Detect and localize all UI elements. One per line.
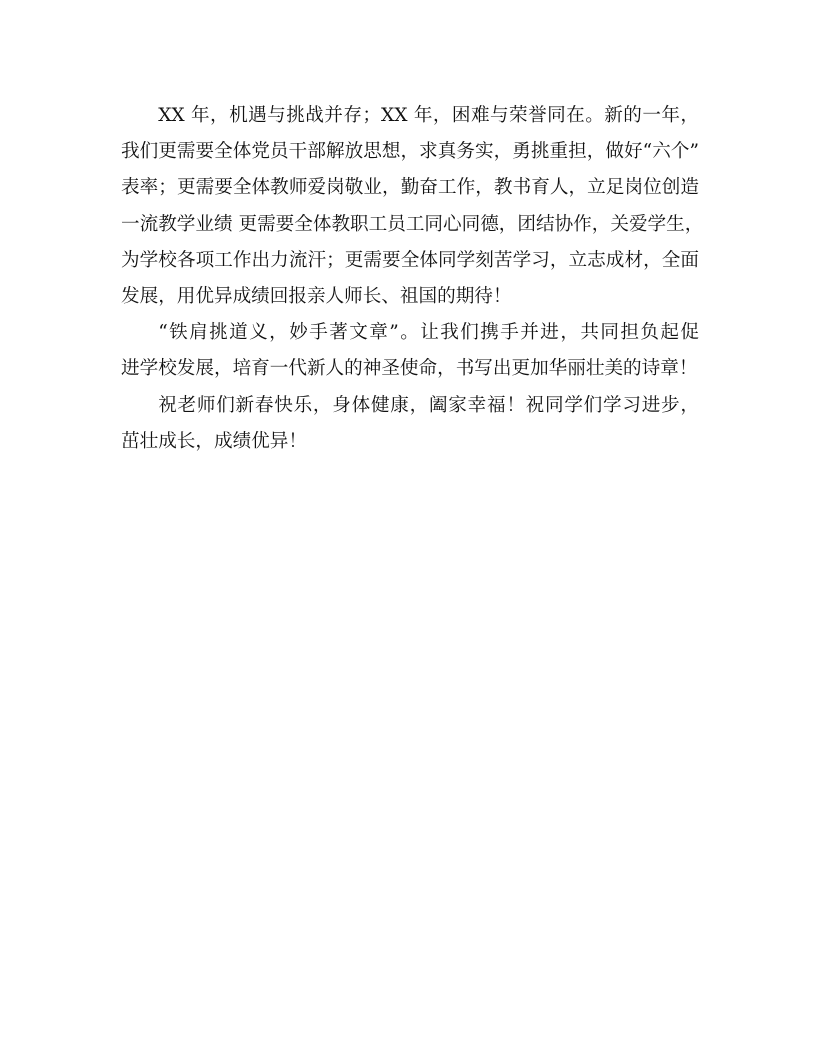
paragraph-1-line-3: 表率；更需要全体教师爱岗敬业，勤奋工作，教书育人，立足岗位创造 (121, 177, 699, 199)
paragraph-1-line-4: 一流教学业绩 更需要全体教职工员工同心同德，团结协作，关爱学生， (121, 213, 704, 235)
paragraph-3 (121, 388, 699, 460)
document-body (121, 98, 704, 460)
paragraph-3-line-1: 祝老师们新春快乐，身体健康，阖家幸福！祝同学们学习进步， (158, 394, 699, 416)
paragraph-2 (121, 315, 699, 387)
paragraph-1 (121, 98, 704, 315)
paragraph-1-line-5: 为学校各项工作出力流汗；更需要全体同学刻苦学习，立志成材，全面 (121, 249, 699, 271)
paragraph-2-line-1: “铁肩挑道义，妙手著文章”。让我们携手并进，共同担负起促 (158, 322, 699, 344)
paragraph-1-line-6: 发展，用优异成绩回报亲人师长、祖国的期待！ (121, 286, 512, 308)
paragraph-1-line-1: XX 年，机遇与挑战并存；XX 年，困难与荣誉同在。新的一年， (158, 105, 699, 126)
paragraph-2-line-2: 进学校发展，培育一代新人的神圣使命，书写出更加华丽壮美的诗章！ (121, 358, 698, 380)
paragraph-3-line-2: 茁壮成长，成绩优异！ (121, 430, 307, 452)
paragraph-1-line-2: 我们更需要全体党员干部解放思想，求真务实，勇挑重担，做好“六个” (121, 141, 699, 163)
